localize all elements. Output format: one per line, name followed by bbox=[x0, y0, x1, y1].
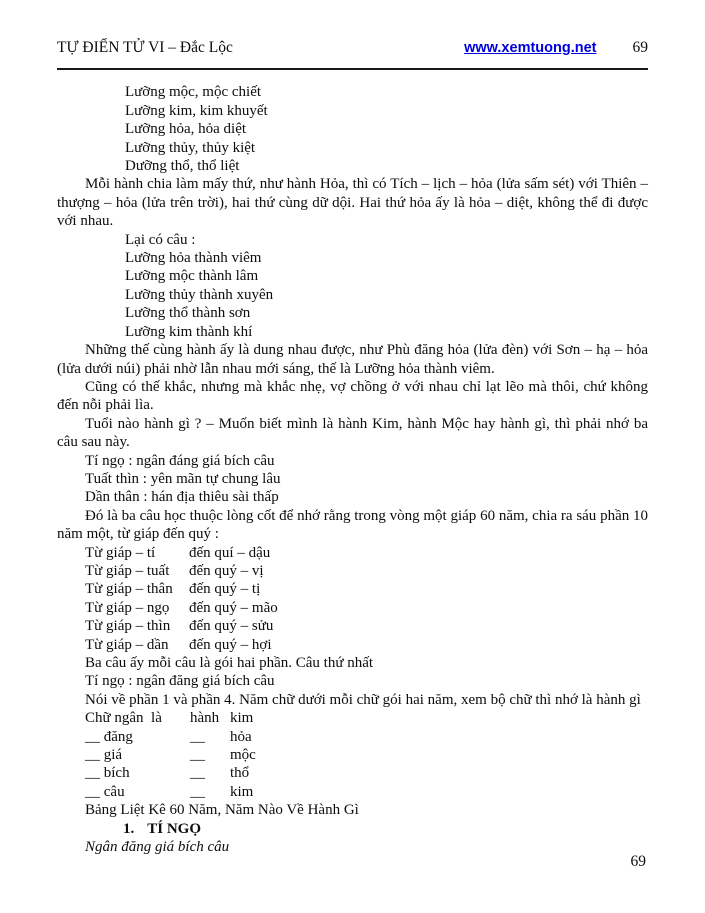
table-cell: __ bbox=[190, 747, 205, 764]
table-cell: Từ giáp – thân bbox=[85, 581, 173, 598]
header-divider bbox=[57, 68, 648, 70]
paragraph: Tuổi nào hành gì ? – Muốn biết mình là hành Kim, hành Mộc hay hành gì, thì phải nhớ ba câu sau này. bbox=[57, 415, 648, 451]
paragraph: Mỗi hành chia làm mấy thứ, như hành Hỏa, thì có Tích – lịch – hỏa (lửa sấm sét) với Thiên – thượng – hỏa (lửa trên trời), hai thứ cùng dữ dội. Hai thứ hỏa ấy là hỏa – diệt, không thể đi được với nhau. bbox=[57, 176, 648, 230]
table-cell: đến quý – vị bbox=[189, 562, 264, 579]
verse-line-italic: Ngân đăng giá bích câu bbox=[85, 839, 230, 856]
heading-text: TÍ NGỌ bbox=[147, 820, 202, 837]
table-cell: __ bbox=[190, 783, 205, 800]
table-cell: Từ giáp – thìn bbox=[85, 618, 171, 635]
paragraph: Cũng có thế khắc, nhưng mà khắc nhẹ, vợ chồng ở với nhau chỉ lạt lẽo mà thôi, chứ không đến nỗi phải lìa. bbox=[57, 378, 648, 414]
paragraph: Những thế cùng hành ấy là dung nhau được, như Phù đăng hỏa (lửa đèn) với Sơn – hạ – hỏa (lửa dưới núi) phải nhờ lẫn nhau mới sáng, thế là Lưỡng hỏa thành viêm. bbox=[57, 342, 648, 377]
verse-line: Lưỡng thổ thành sơn bbox=[125, 305, 251, 322]
table-cell: Chữ ngân là bbox=[85, 710, 162, 727]
website-link[interactable]: www.xemtuong.net bbox=[464, 40, 597, 56]
table-cell: đến quí – dậu bbox=[189, 544, 271, 561]
table-cell: Từ giáp – ngọ bbox=[85, 599, 170, 616]
two-column-row bbox=[57, 617, 648, 635]
two-column-row bbox=[57, 544, 648, 562]
table-cell: đến quý – mão bbox=[189, 599, 278, 616]
table-cell: hành bbox=[190, 710, 220, 727]
text-line: Dần thân : hán địa thiêu sài thấp bbox=[85, 489, 279, 506]
two-column-row bbox=[57, 599, 648, 617]
table-cell: đến quý – sửu bbox=[189, 618, 274, 635]
table-cell: __ đăng bbox=[85, 728, 133, 745]
table-cell: __ bbox=[190, 728, 205, 745]
verse-line: Lưỡng thủy, thủy kiệt bbox=[125, 139, 256, 156]
page-header bbox=[0, 0, 705, 57]
two-column-row bbox=[57, 636, 648, 654]
document-body bbox=[57, 83, 648, 856]
table-cell: Từ giáp – tí bbox=[85, 544, 156, 561]
table-cell: kim bbox=[230, 783, 254, 800]
table-cell: __ bbox=[190, 765, 205, 782]
table-cell: hỏa bbox=[230, 728, 252, 745]
verse-line: Lưỡng thủy thành xuyên bbox=[125, 286, 274, 303]
table-cell: mộc bbox=[230, 747, 256, 764]
paragraph: Đó là ba câu học thuộc lòng cốt để nhớ rằng trong vòng một giáp 60 năm, chia ra sáu phần 10 năm một, từ giáp đến quý : bbox=[57, 507, 648, 543]
three-column-row bbox=[57, 709, 648, 727]
verse-line: Lưỡng hỏa thành viêm bbox=[125, 250, 262, 267]
text-line: Tuất thìn : yên mãn tự chung lâu bbox=[85, 470, 281, 487]
two-column-row bbox=[57, 562, 648, 580]
verse-line: Lưỡng mộc, mộc chiết bbox=[125, 84, 262, 101]
text-line: Tí ngọ : ngân đăng giá bích câu bbox=[85, 673, 275, 690]
table-cell: Từ giáp – dần bbox=[85, 636, 169, 653]
three-column-row bbox=[57, 783, 648, 801]
two-column-row bbox=[57, 580, 648, 598]
three-column-row bbox=[57, 764, 648, 782]
verse-line: Lưỡng hỏa, hỏa diệt bbox=[125, 121, 247, 138]
table-cell: thổ bbox=[230, 765, 250, 782]
three-column-row bbox=[57, 728, 648, 746]
section-heading bbox=[57, 820, 648, 838]
table-cell: __ giá bbox=[85, 747, 123, 764]
three-column-row bbox=[57, 746, 648, 764]
paragraph: Nói về phần 1 và phần 4. Năm chữ dưới mỗi chữ gói hai năm, xem bộ chữ thì nhớ là hành gì bbox=[85, 691, 641, 708]
header-page-number: 69 bbox=[632, 39, 648, 56]
footer-page-number: 69 bbox=[630, 852, 646, 870]
table-cell: __ bích bbox=[85, 765, 130, 782]
verse-line: Lưỡng mộc thành lâm bbox=[125, 268, 259, 285]
table-cell: Từ giáp – tuất bbox=[85, 562, 170, 579]
text-line: Ba câu ấy mỗi câu là gói hai phần. Câu thứ nhất bbox=[85, 655, 374, 671]
verse-line: Lưỡng kim thành khí bbox=[125, 323, 253, 340]
book-title: TỰ ĐIỂN TỬ VI – Đắc Lộc bbox=[57, 39, 233, 56]
table-cell: đến quý – hợi bbox=[189, 636, 272, 653]
heading-number: 1. bbox=[123, 820, 135, 837]
verse-line: Dưỡng thổ, thổ liệt bbox=[125, 158, 240, 175]
text-line: Bảng Liệt Kê 60 Năm, Năm Nào Về Hành Gì bbox=[85, 802, 359, 819]
text-line: Tí ngọ : ngân đáng giá bích câu bbox=[85, 452, 275, 469]
verse-line: Lưỡng kim, kim khuyết bbox=[125, 102, 268, 119]
verse-line: Lại có câu : bbox=[125, 231, 196, 248]
table-cell: kim bbox=[230, 710, 254, 727]
table-cell: __ câu bbox=[85, 783, 125, 800]
table-cell: đến quý – tị bbox=[189, 581, 261, 598]
